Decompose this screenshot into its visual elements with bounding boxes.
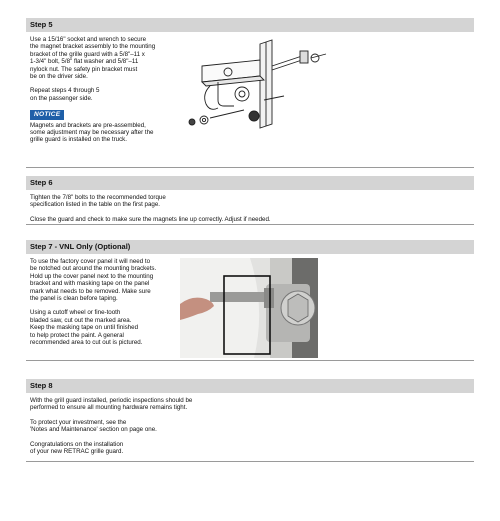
- step-6-header: Step 6: [26, 176, 474, 190]
- step-7-header: Step 7 - VNL Only (Optional): [26, 240, 474, 254]
- step-7-rule: [26, 360, 474, 361]
- step-7-cut-text: Using a cutoff wheel or fine-tooth bladed saw, cut out the marked area. Keep the masking tape on until finished to help protect the paint. A general recommended area to cut out is pictured.: [30, 309, 143, 347]
- step-6-torque-text: Tighten the 7/8" bolts to the recommended torque specification listed in the table on the first page.: [30, 194, 166, 209]
- step-8-header: Step 8: [26, 379, 474, 393]
- step-5-notice-text: Magnets and brackets are pre-assembled, some adjustment may be necessary after the grille guard is installed on the truck.: [30, 121, 154, 144]
- step-6-check-text: Close the guard and check to make sure the magnets line up correctly. Adjust if needed.: [30, 215, 271, 223]
- step-5-rule: [26, 167, 474, 168]
- step-6-section: [26, 176, 474, 230]
- step-6-rule: [26, 224, 474, 225]
- step-8-inspection-text: With the grill guard installed, periodic inspections should be performed to ensure all mounting hardware remains tight.: [30, 397, 193, 412]
- step-8-congrats-text: Congratulations on the installation of your new RETRAC grille guard.: [30, 440, 124, 456]
- step-5-repeat-note: Repeat steps 4 through 5 on the passenger side.: [30, 87, 100, 102]
- step-8-body: [26, 397, 474, 455]
- step-8-maintenance-text: To protect your investment, see the 'Notes and Maintenance' section on page one.: [30, 418, 157, 434]
- step-7-body: [26, 258, 190, 346]
- step-5-body: [26, 36, 205, 144]
- magnet-bracket-diagram: [180, 36, 330, 136]
- step-8-rule: [26, 461, 474, 462]
- step-7-notch-text: To use the factory cover panel it will need to be notched out around the mounting brackets. Hold up the cover panel next to the mounting bracket and with masking tape on the panel mark what needs to be removed. Make sure the panel is clean before taping.: [30, 258, 157, 303]
- cover-panel-photo: [180, 258, 318, 358]
- step-8-section: [26, 379, 474, 462]
- cover-panel-photo-drawing: [180, 258, 318, 358]
- step-6-body: [26, 194, 474, 223]
- step-5-instructions: Use a 15/16" socket and wrench to secure the magnet bracket assembly to the mounting bracket of the grille guard with a 5/8"–11 x 1-3/4" bolt, 5/8" flat washer and 5/8"–11 nylock nut. The safety pin bracket must be on the driver side.: [30, 36, 156, 81]
- step-5-header: Step 5: [26, 18, 474, 32]
- notice-badge: NOTICE: [30, 110, 64, 119]
